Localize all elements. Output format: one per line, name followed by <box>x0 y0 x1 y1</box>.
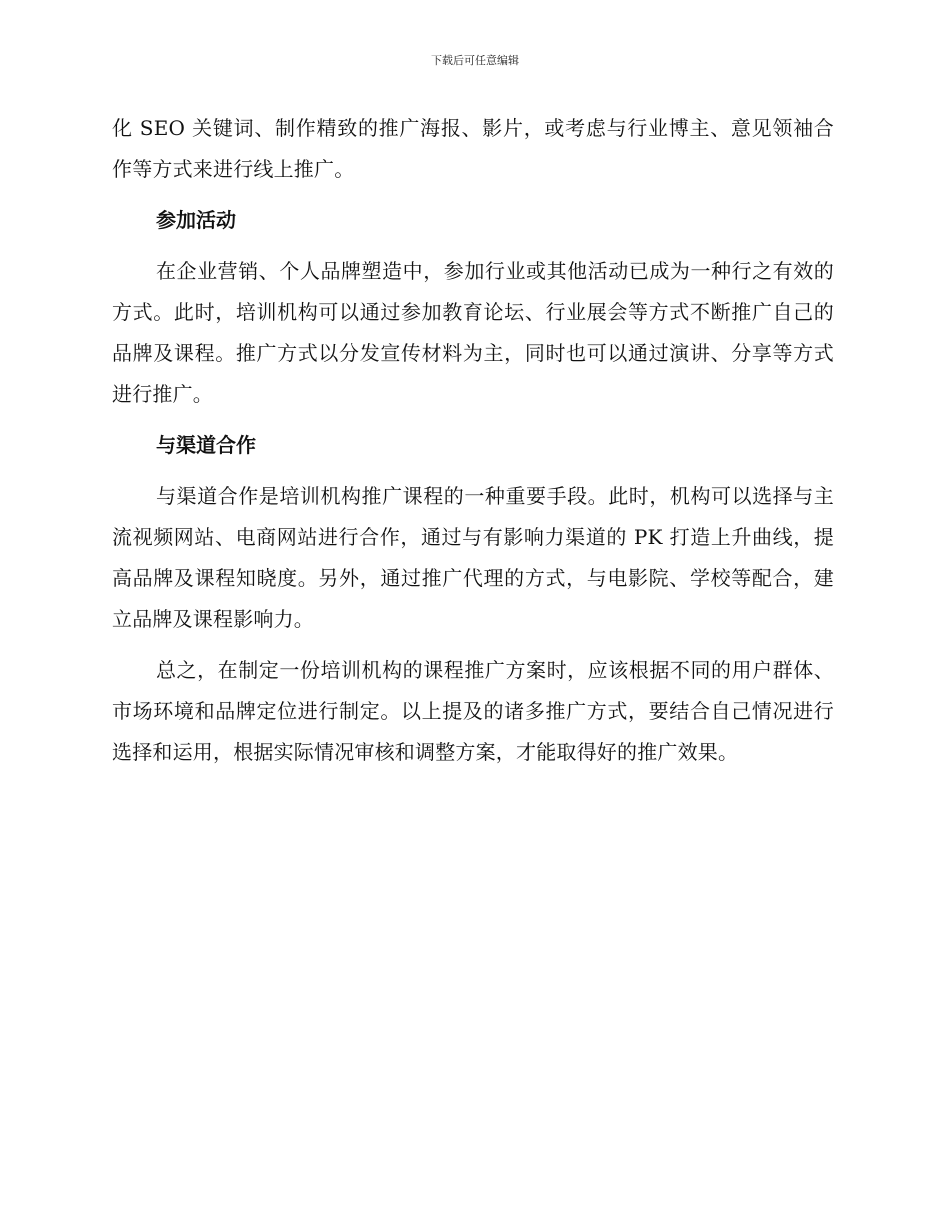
section-heading-events: 参加活动 <box>156 208 236 232</box>
intro-continuation-paragraph: 化 SEO 关键词、制作精致的推广海报、影片，或考虑与行业博主、意见领袖合作等方式来进行线上推广。 <box>112 116 834 181</box>
document-body <box>112 108 834 773</box>
conclusion-paragraph: 总之，在制定一份培训机构的课程推广方案时，应该根据不同的用户群体、市场环境和品牌定位进行制定。以上提及的诸多推广方式，要结合自己情况进行选择和运用，根据实际情况审核和调整方案，才能取得好的推广效果。 <box>112 658 834 764</box>
channels-paragraph: 与渠道合作是培训机构推广课程的一种重要手段。此时，机构可以选择与主流视频网站、电商网站进行合作，通过与有影响力渠道的 PK 打造上升曲线，提高品牌及课程知晓度。另外，通过推广代理的方式，与电影院、学校等配合，建立品牌及课程影响力。 <box>112 484 834 631</box>
page-header: 下载后可任意编辑 <box>431 54 519 67</box>
section-heading-channels: 与渠道合作 <box>156 433 256 457</box>
events-paragraph: 在企业营销、个人品牌塑造中，参加行业或其他活动已成为一种行之有效的方式。此时，培训机构可以通过参加教育论坛、行业展会等方式不断推广自己的品牌及课程。推广方式以分发宣传材料为主，同时也可以通过演讲、分享等方式进行推广。 <box>112 259 834 406</box>
